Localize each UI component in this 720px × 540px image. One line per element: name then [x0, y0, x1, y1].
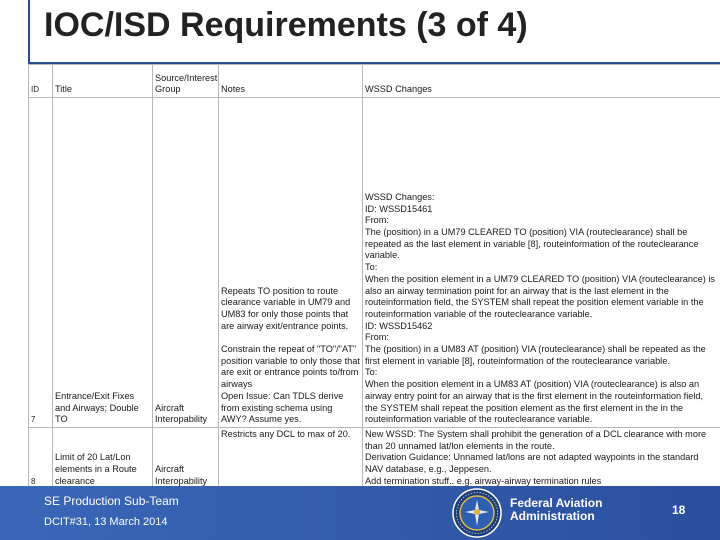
- header-changes: WSSD Changes: [363, 65, 720, 98]
- table-row: [29, 428, 720, 490]
- row-source: Aircraft Interopability: [153, 428, 219, 490]
- header-title: Title: [53, 65, 153, 98]
- agency-line-1: Federal Aviation: [510, 496, 603, 510]
- row-title: Limit of 20 Lat/Lon elements in a Route clearance: [53, 428, 153, 490]
- header-id: ID: [29, 65, 53, 98]
- row-changes: WSSD Changes: ID: WSSD15461 From: The (position) in a UM79 CLEARED TO (position) VIA (routeclearance) shall be repeated as the last element in variable [8], routeinformation of the routeclearance variable. To: When the position element in a UM79 CLEARED TO (position) VIA (routeclearance) is also an airway termination point for an airway that is the last element in the routeinformation field, the SYSTEM shall repeat the position element variable in the routeinformation variable of the routeclearance variable. ID: WSSD15462 From: The (position) in a UM83 AT (position) VIA (routeclearance) shall be repeated as the first element in variable [8], routeinformation of the routeclearance variable. To: When the position element in a UM83 AT (position) VIA (routeclearance) is also an airway entry point for an airway that is the first element in the routeinformation field, the SYSTEM shall repeat the position element as the first element in the in the routeinformation variable of the routeclearance variable.: [363, 98, 720, 428]
- page-title: IOC/ISD Requirements (3 of 4): [44, 6, 528, 44]
- footer-bar: [0, 486, 720, 540]
- footer-group: SE Production Sub-Team: [44, 494, 179, 508]
- requirements-table: [28, 64, 720, 490]
- row-notes: Repeats TO position to route clearance variable in UM79 and UM83 for only those points that are airway exit/entrance points. Constrain the repeat of "TO"/"AT" position variable to only those that are exit or entrance points to/from airways Open Issue: Can TDLS derive from existing schema using AWY? Assume yes.: [219, 98, 363, 428]
- header-notes: Notes: [219, 65, 363, 98]
- row-notes: Restricts any DCL to max of 20.: [219, 428, 363, 490]
- row-id: 8: [29, 428, 53, 490]
- agency-name: [510, 497, 602, 523]
- row-title: Entrance/Exit Fixes and Airways; Double TO: [53, 98, 153, 428]
- row-id: 7: [29, 98, 53, 428]
- faa-seal-icon: [452, 488, 502, 538]
- table-row: [29, 98, 720, 428]
- page-number: 18: [672, 503, 686, 517]
- agency-line-2: Administration: [510, 509, 595, 523]
- row-changes: New WSSD: The System shall prohibit the generation of a DCL clearance with more than 20 unnamed lat/lon elements in the route. Derivation Guidance: Unnamed lat/lons are not adapted waypoints in the standard NAV database, e.g., Jeppesen. Add termination stuff.. e.g. airway-airway termination rules: [363, 428, 720, 490]
- footer-meeting: DCIT#31, 13 March 2014: [44, 516, 168, 528]
- header-source: Source/Interest Group: [153, 65, 219, 98]
- table-header-row: [29, 65, 720, 98]
- row-source: Aircraft Interopability: [153, 98, 219, 428]
